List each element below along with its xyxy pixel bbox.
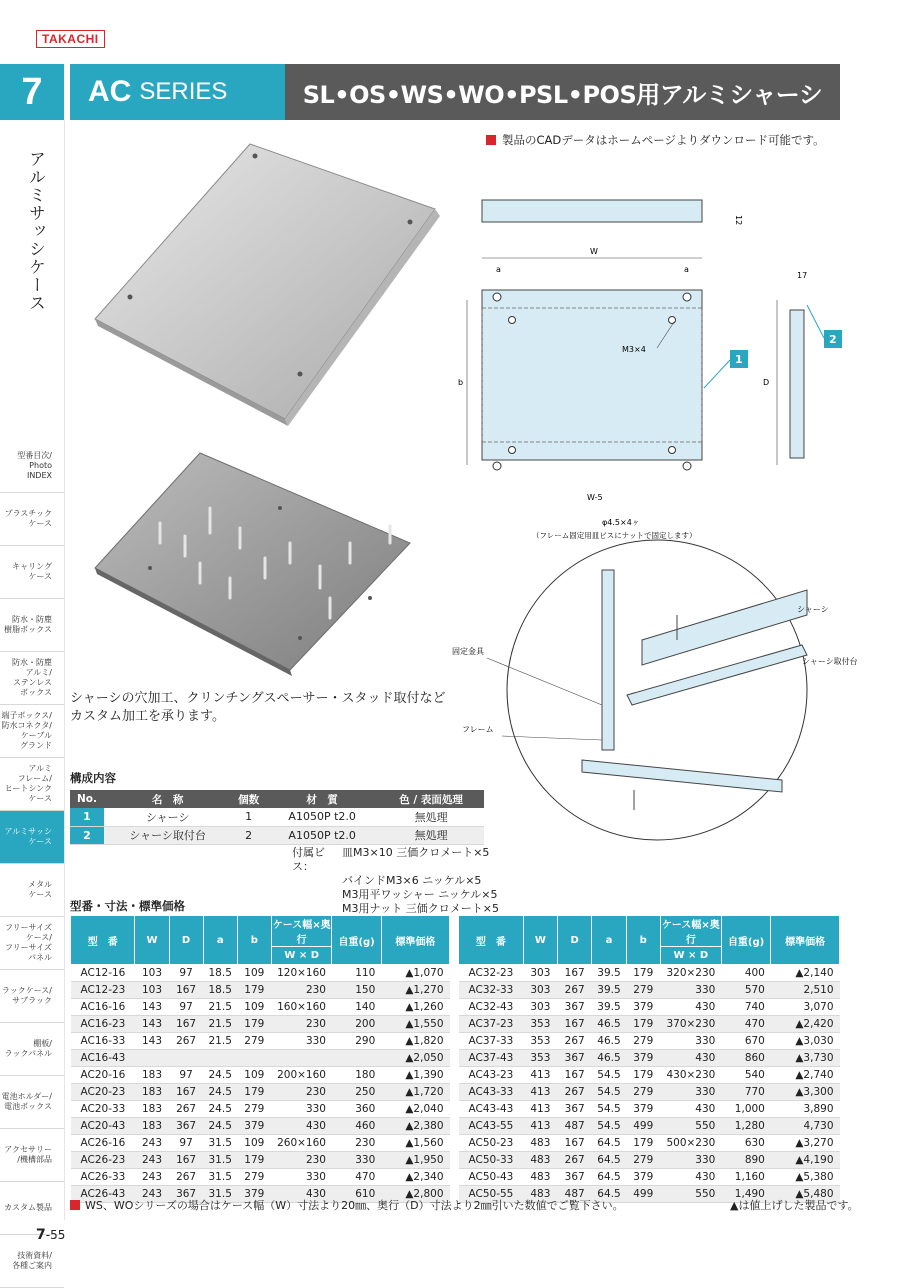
price-header: 型 番 (459, 916, 524, 965)
brand-logo: TAKACHI (36, 30, 105, 48)
price-header: a (203, 916, 237, 965)
bullet-square-icon (486, 135, 496, 145)
sidebar-item[interactable]: 棚板/ ラックパネル (0, 1023, 64, 1076)
table-row: AC20-33 183 267 24.5 279 330 360 ▲2,040 (71, 1101, 450, 1118)
dim-w5: W-5 (587, 493, 603, 502)
price-heading: 型番・寸法・標準価格 (70, 899, 185, 913)
side-view-right (763, 271, 842, 465)
sidebar-item[interactable]: メタル ケース (0, 864, 64, 917)
assembly-view (452, 540, 858, 840)
label-frame: フレーム (462, 725, 494, 734)
series-sub: SERIES (139, 78, 228, 105)
price-header: W × D (660, 947, 721, 965)
price-header: 自重(g) (721, 916, 771, 965)
table-row: AC20-23 183 167 24.5 179 230 250 ▲1,720 (71, 1084, 450, 1101)
table-row: AC50-55 483 487 64.5 499 550 1,490 ▲5,480 (459, 1186, 840, 1203)
table-row: AC50-43 483 367 64.5 379 430 1,160 ▲5,380 (459, 1169, 840, 1186)
table-row: AC43-23 413 167 54.5 179 430×230 540 ▲2,740 (459, 1067, 840, 1084)
table-row: AC32-43 303 367 39.5 379 430 740 3,070 (459, 999, 840, 1016)
table-row: AC16-16 143 97 21.5 109 160×160 140 ▲1,260 (71, 999, 450, 1016)
label-fixing: 固定金具 (452, 647, 484, 656)
price-table-right (458, 915, 840, 1203)
price-header: W × D (271, 947, 332, 965)
sidebar-item[interactable]: キャリング ケース (0, 546, 64, 599)
custom-work-note: シャーシの穴加工、クリンチングスペーサー・スタッド取付など カスタム加工を承ります。 (70, 691, 446, 724)
table-row: AC26-23 243 167 31.5 179 230 330 ▲1,950 (71, 1152, 450, 1169)
chassis-photo-plain (90, 134, 450, 434)
sidebar-item[interactable]: ラックケース/ サブラック (0, 970, 64, 1023)
sidebar-item[interactable]: 型番目次/ Photo INDEX (0, 440, 64, 493)
bullet-square-icon (70, 1200, 80, 1210)
sidebar-item[interactable]: アルミ フレーム/ ヒートシンク ケース (0, 758, 64, 811)
chapter-number: 7 (0, 64, 64, 120)
price-header: ケース幅×奥行 (271, 916, 332, 947)
technical-drawing (452, 160, 858, 810)
sidebar-item[interactable]: プラスチック ケース (0, 493, 64, 546)
table-row: AC20-16 183 97 24.5 109 200×160 180 ▲1,390 (71, 1067, 450, 1084)
table-row: AC12-16 103 97 18.5 109 120×160 110 ▲1,070 (71, 965, 450, 982)
page-title: SL•OS•WS•WO•PSL•POS用アルミシャーシ (285, 64, 840, 120)
price-table-left (70, 915, 450, 1203)
table-row: 1 シャーシ 1 A1050P t2.0 無処理 (70, 808, 484, 826)
comp-header: 色 / 表面処理 (378, 790, 484, 808)
sidebar-item[interactable]: 端子ボックス/ 防水コネクタ/ ケーブル グランド (0, 705, 64, 758)
table-row: AC43-33 413 267 54.5 279 330 770 ▲3,300 (459, 1084, 840, 1101)
table-row: AC12-23 103 167 18.5 179 230 150 ▲1,270 (71, 982, 450, 999)
footnote-price-up: ▲は値上げした製品です。 (730, 1199, 859, 1212)
sidebar-nav (0, 440, 64, 1288)
table-row: AC37-23 353 167 46.5 179 370×230 470 ▲2,420 (459, 1016, 840, 1033)
dim-d: D (763, 378, 770, 387)
label-mount: シャーシ取付台 (802, 657, 858, 666)
m3-label: M3×4 (622, 345, 646, 354)
price-header: b (626, 916, 660, 965)
table-row: AC20-43 183 367 24.5 379 430 460 ▲2,380 (71, 1118, 450, 1135)
table-row: AC16-33 143 267 21.5 279 330 290 ▲1,820 (71, 1033, 450, 1050)
price-header: W (135, 916, 169, 965)
table-row: AC16-43 ▲2,050 (71, 1050, 450, 1067)
price-header: 自重(g) (332, 916, 381, 965)
side-view-top (482, 200, 743, 225)
screws-label: 付属ビス： (292, 846, 325, 873)
price-header: 型 番 (71, 916, 135, 965)
dim-b: b (458, 378, 464, 387)
dim-12: 12 (734, 215, 743, 226)
sidebar-item[interactable]: アルミサッシ ケース (0, 811, 64, 864)
sidebar-item[interactable]: フリーサイズ ケース/ フリーサイズ パネル (0, 917, 64, 970)
hole-note: （フレーム固定用皿ビスにナットで固定します） (532, 531, 697, 540)
hole-label: φ4.5×4ヶ (602, 518, 640, 527)
dim-17: 17 (797, 271, 808, 280)
callout-1: 1 (735, 353, 743, 366)
price-header: ケース幅×奥行 (660, 916, 721, 947)
table-row: AC43-55 413 487 54.5 499 550 1,280 4,730 (459, 1118, 840, 1135)
table-row: AC26-43 243 367 31.5 379 430 610 ▲2,800 (71, 1186, 450, 1203)
label-chassis: シャーシ (797, 605, 829, 614)
chassis-photo-custom (90, 448, 420, 678)
sidebar-item[interactable]: 電池ホルダー/ 電池ボックス (0, 1076, 64, 1129)
sidebar-item[interactable]: アクセサリー /機構部品 (0, 1129, 64, 1182)
composition-heading: 構成内容 (70, 771, 116, 785)
price-header: a (592, 916, 626, 965)
comp-header: 材 質 (266, 790, 378, 808)
comp-header: 名 称 (104, 790, 231, 808)
table-row: AC16-23 143 167 21.5 179 230 200 ▲1,550 (71, 1016, 450, 1033)
table-row: AC26-33 243 267 31.5 279 330 470 ▲2,340 (71, 1169, 450, 1186)
table-row: AC50-33 483 267 64.5 279 330 890 ▲4,190 (459, 1152, 840, 1169)
footnote: WS、WOシリーズの場合はケース幅（W）寸法より20㎜、奥行（D）寸法より2㎜引いた数値でご覧下さい。 (70, 1197, 624, 1213)
table-row: AC43-43 413 367 54.5 379 430 1,000 3,890 (459, 1101, 840, 1118)
sidebar-item[interactable]: カスタム製品 (0, 1182, 64, 1235)
sidebar-item[interactable]: 防水・防塵 アルミ/ ステンレス ボックス (0, 652, 64, 705)
dim-a-right: a (684, 265, 689, 274)
series-header (70, 64, 285, 120)
table-row: AC37-43 353 367 46.5 379 430 860 ▲3,730 (459, 1050, 840, 1067)
comp-header: 個数 (231, 790, 266, 808)
sidebar-item[interactable]: 技術資料/ 各種ご案内 (0, 1235, 64, 1288)
price-header: 標準価格 (381, 916, 449, 965)
page-number: 7-55 (36, 1227, 66, 1243)
table-row: AC37-33 353 267 46.5 279 330 670 ▲3,030 (459, 1033, 840, 1050)
table-row: AC32-23 303 167 39.5 179 320×230 400 ▲2,140 (459, 965, 840, 982)
table-row: AC50-23 483 167 64.5 179 500×230 630 ▲3,270 (459, 1135, 840, 1152)
composition-table (70, 790, 484, 845)
dim-a-left: a (496, 265, 501, 274)
table-row: AC26-16 243 97 31.5 109 260×160 230 ▲1,560 (71, 1135, 450, 1152)
price-header: D (169, 916, 203, 965)
cad-note (486, 132, 825, 148)
price-header: 標準価格 (771, 916, 840, 965)
table-row: 2 シャーシ取付台 2 A1050P t2.0 無処理 (70, 826, 484, 844)
table-row: AC32-33 303 267 39.5 279 330 570 2,510 (459, 982, 840, 999)
cad-note-text: 製品のCADデータはホームページよりダウンロード可能です。 (502, 133, 825, 147)
callout-2: 2 (829, 333, 837, 346)
plan-view (458, 247, 748, 540)
side-divider (64, 120, 65, 1220)
dim-w: W (590, 247, 598, 256)
price-header: W (523, 916, 557, 965)
comp-header: No. (70, 790, 104, 808)
price-header: D (558, 916, 592, 965)
price-header: b (237, 916, 271, 965)
sidebar-item[interactable]: 防水・防塵 樹脂ボックス (0, 599, 64, 652)
series-main: AC (88, 75, 132, 108)
vertical-section-title: アルミサッシケース (25, 150, 45, 312)
accessory-screws: 付属ビス： 皿M3×10 三価クロメート×5 バインドM3×6 ニッケル×5 M3用平ワッシャー ニッケル×5 M3用ナット 三価クロメート×5 (292, 846, 499, 915)
